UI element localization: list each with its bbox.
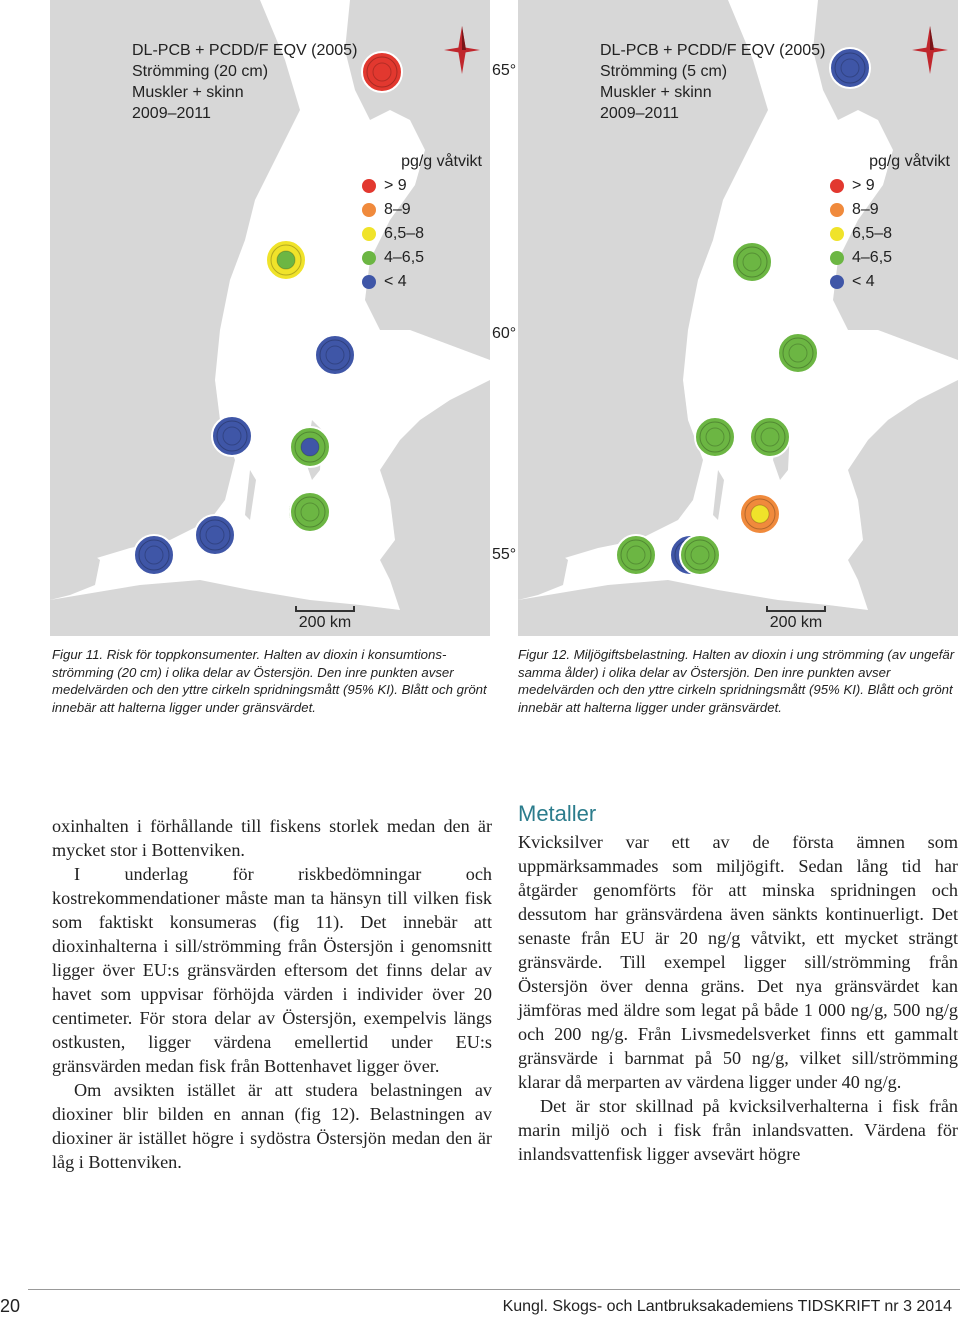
left-text-column: [52, 814, 492, 1174]
marker-inner-point: [761, 428, 779, 446]
latitude-label-55: 55°: [492, 546, 517, 563]
map-title-right: DL-PCB + PCDD/F EQV (2005) Strömming (5 cm) Muskler + skinn 2009–2011: [600, 42, 826, 122]
sample-site-marker: [266, 240, 306, 280]
island-oland: [245, 470, 256, 520]
sample-site-marker: [362, 52, 402, 92]
sample-site-marker: [315, 335, 355, 375]
sample-site-marker: [680, 535, 720, 575]
map-figure-12: [518, 0, 958, 636]
legend-item: < 4: [830, 270, 950, 294]
sample-site-marker: [212, 416, 252, 456]
scale-bar-right: 200 km: [756, 606, 836, 632]
sample-site-marker: [134, 535, 174, 575]
marker-inner-point: [301, 503, 319, 521]
legend-item: 8–9: [830, 198, 950, 222]
legend-swatch-icon: [362, 179, 376, 193]
marker-inner-point: [145, 546, 163, 564]
legend-swatch-icon: [830, 179, 844, 193]
land-baltics: [848, 380, 958, 610]
paragraph: Det är stor skillnad på kvicksilverhalterna i fisk från marin miljö och i fisk från inlandsvatten. Värdena för inlandsvattenfisk ligger avsevärt högre: [518, 1096, 958, 1164]
legend-item: 8–9: [362, 198, 482, 222]
legend-swatch-icon: [830, 227, 844, 241]
marker-inner-point: [627, 546, 645, 564]
marker-inner-point: [841, 59, 859, 77]
marker-inner-point: [277, 251, 295, 269]
sample-site-marker: [290, 427, 330, 467]
marker-inner-point: [373, 63, 391, 81]
legend-swatch-icon: [362, 251, 376, 265]
section-heading: Metaller: [518, 801, 597, 826]
island-oland: [713, 470, 724, 520]
scale-bar-left: 200 km: [285, 606, 365, 632]
journal-footer: Kungl. Skogs- och Lantbruksakademiens TIDSKRIFT nr 3 2014: [502, 1298, 952, 1315]
marker-inner-point: [223, 427, 241, 445]
marker-inner-point: [743, 253, 761, 271]
legend-item: 6,5–8: [830, 222, 950, 246]
land-baltics: [380, 380, 490, 610]
marker-inner-point: [301, 438, 319, 456]
sample-site-marker: [616, 535, 656, 575]
legend-unit: pg/g våtvikt: [401, 153, 482, 170]
legend-item: 6,5–8: [362, 222, 482, 246]
latitude-label-65: 65°: [492, 62, 517, 79]
legend-item: 4–6,5: [830, 246, 950, 270]
figure-11-caption: Figur 11. Risk för toppkonsumenter. Halten av dioxin i konsumtions-strömming (20 cm) i olika delar av Östersjön. Den inre punkten avser medelvärden och den yttre cirkeln spridningsmått (95% KI). Blått och grönt innebär att halterna ligger under gränsvärdet.: [52, 647, 487, 715]
marker-inner-point: [706, 428, 724, 446]
legend-left: [362, 150, 482, 294]
legend-swatch-icon: [362, 203, 376, 217]
footer-divider: [28, 1289, 960, 1290]
marker-inner-point: [326, 346, 344, 364]
right-text-column: [518, 802, 958, 1166]
sample-site-marker: [195, 515, 235, 555]
sample-site-marker: [290, 492, 330, 532]
map-title-left: DL-PCB + PCDD/F EQV (2005) Strömming (20 cm) Muskler + skinn 2009–2011: [132, 42, 358, 122]
marker-inner-point: [789, 344, 807, 362]
legend-swatch-icon: [830, 203, 844, 217]
map-figure-11: [50, 0, 490, 636]
legend-item: < 4: [362, 270, 482, 294]
paragraph: Kvicksilver var ett av de första ämnen som uppmärksammades som miljögift. Sedan lång tid har åtgärder genomförts för att minska spridningen och dessutom har gränsvärdena även sänkts kontinuerligt. Det senaste från EU är 20 ng/g våtvikt, ett mycket strängt gränsvärde. Till exempel ligger sill/strömming från Östersjön över denna gräns. Det nya gränsvärdet kan jämföras med äldre som legat på både 1 000 ng/g, 500 ng/g och 200 ng/g. Från Livsmedelsverket finns ett gammalt gränsvärde i barnmat på 50 ng/g, vilket sill/strömming klarar då merparten av värdena ligger under 40 ng/g.: [518, 832, 958, 1092]
paragraph: oxinhalten i förhållande till fiskens storlek medan den är mycket stor i Bottenviken.: [52, 816, 492, 860]
sample-site-marker: [740, 494, 780, 534]
legend-item: 4–6,5: [362, 246, 482, 270]
marker-inner-point: [691, 546, 709, 564]
legend-right: [830, 150, 950, 294]
legend-swatch-icon: [362, 227, 376, 241]
sample-site-marker: [695, 417, 735, 457]
latitude-label-60: 60°: [492, 325, 517, 342]
paragraph: I underlag för riskbedömningar och kostrekommendationer måste man ta hänsyn till vilken fisk som faktiskt konsumeras (fig 11). Det innebär att dioxinhalterna i sill/strömming från Östersjön i genomsnitt ligger över EU:s gränsvärden eftersom det finns delar av havet som uppvisar förhöjda värden i individer över 20 centimeter. För stora delar av Östersjön, exempelvis längs ostkusten, ligger värdena emellertid under EU:s gränsvärden medan fisk från Bottenhavet ligger över.: [52, 864, 492, 1076]
legend-unit: pg/g våtvikt: [869, 153, 950, 170]
sample-site-marker: [750, 417, 790, 457]
paragraph: Om avsikten istället är att studera belastningen av dioxiner blir bilden en annan (fig 12). Belastningen av dioxiner är istället högre i sydöstra Östersjön medan den är låg i Bottenviken.: [52, 1080, 492, 1172]
legend-item: > 9: [830, 174, 950, 198]
sample-site-marker: [732, 242, 772, 282]
legend-swatch-icon: [830, 251, 844, 265]
legend-swatch-icon: [362, 275, 376, 289]
figure-12-caption: Figur 12. Miljögiftsbelastning. Halten av dioxin i ung strömming (av ungefär samma ålder) i olika delar av Östersjön. Den inre punkten avser medelvärden och den yttre cirkeln spridningsmått (95% KI). Blått och grönt innebär att halterna ligger under gränsvärdet.: [518, 647, 955, 715]
sample-site-marker: [778, 333, 818, 373]
legend-item: > 9: [362, 174, 482, 198]
marker-inner-point: [206, 526, 224, 544]
legend-swatch-icon: [830, 275, 844, 289]
marker-inner-point: [751, 505, 769, 523]
page-number: 20: [0, 1296, 21, 1316]
sample-site-marker: [830, 48, 870, 88]
